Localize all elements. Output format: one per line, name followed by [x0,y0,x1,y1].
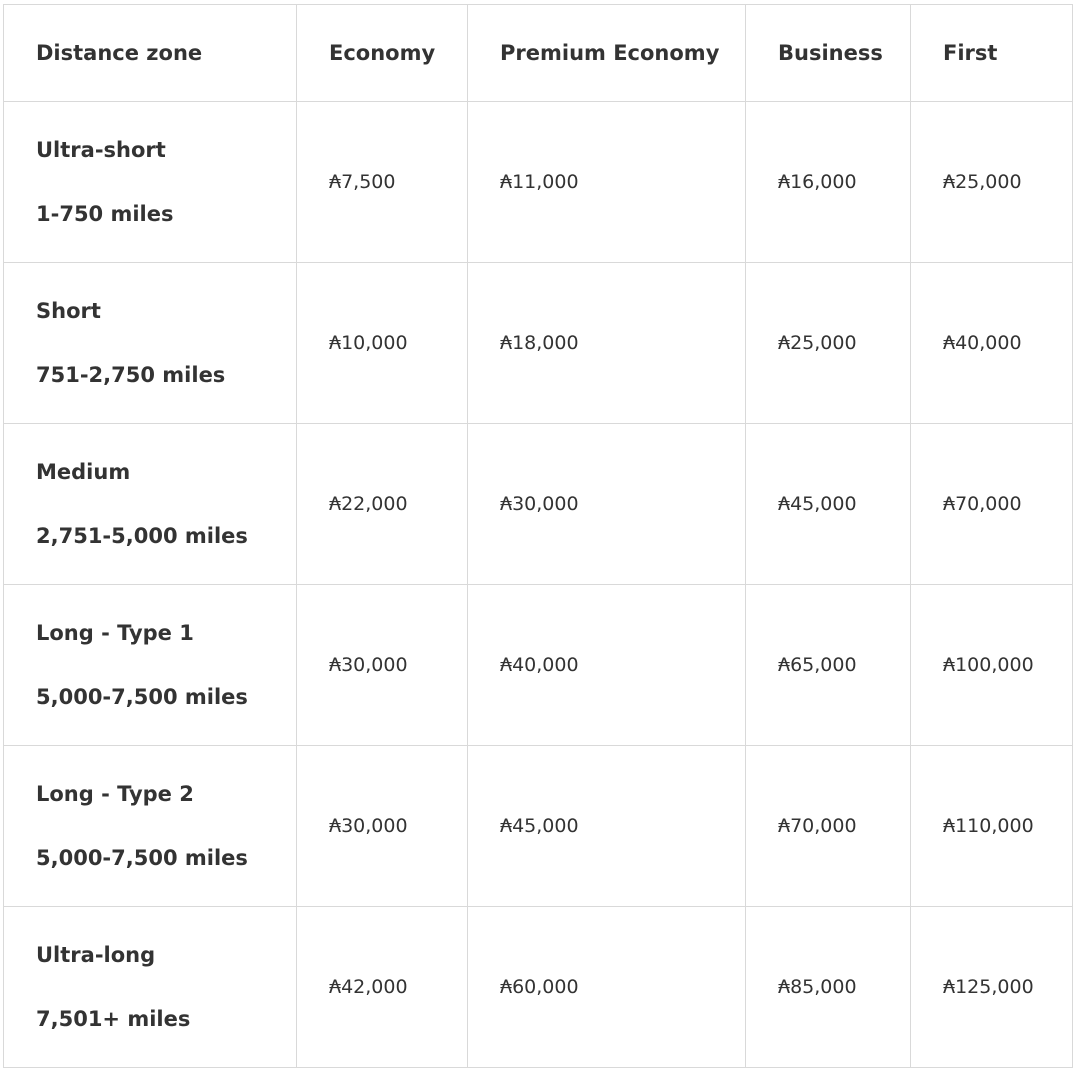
header-row [4,5,1073,102]
business-price: ₳16,000 [746,102,911,263]
first-price: ₳25,000 [911,102,1073,263]
first-price: ₳110,000 [911,746,1073,907]
zone-range: 751-2,750 miles [36,363,226,387]
first-price: ₳125,000 [911,907,1073,1068]
business-price: ₳70,000 [746,746,911,907]
table-row [4,585,1073,746]
zone-cell [4,102,297,263]
header-distance-zone: Distance zone [4,5,297,102]
table-row [4,746,1073,907]
business-price: ₳65,000 [746,585,911,746]
economy-price: ₳30,000 [297,585,468,746]
zone-range: 7,501+ miles [36,1007,191,1031]
table-body [4,102,1073,1068]
header-economy: Economy [297,5,468,102]
header-first: First [911,5,1073,102]
table-row [4,263,1073,424]
business-price: ₳45,000 [746,424,911,585]
zone-cell [4,746,297,907]
business-price: ₳25,000 [746,263,911,424]
zone-name: Short [36,299,101,323]
header-premium-economy: Premium Economy [468,5,746,102]
economy-price: ₳30,000 [297,746,468,907]
zone-range: 5,000-7,500 miles [36,685,248,709]
premium-economy-price: ₳40,000 [468,585,746,746]
economy-price: ₳42,000 [297,907,468,1068]
economy-price: ₳7,500 [297,102,468,263]
zone-cell [4,585,297,746]
table-row [4,907,1073,1068]
zone-cell [4,263,297,424]
premium-economy-price: ₳30,000 [468,424,746,585]
zone-range: 5,000-7,500 miles [36,846,248,870]
first-price: ₳40,000 [911,263,1073,424]
economy-price: ₳22,000 [297,424,468,585]
business-price: ₳85,000 [746,907,911,1068]
first-price: ₳70,000 [911,424,1073,585]
header-business: Business [746,5,911,102]
premium-economy-price: ₳18,000 [468,263,746,424]
zone-name: Medium [36,460,131,484]
zone-cell [4,907,297,1068]
first-price: ₳100,000 [911,585,1073,746]
table-header [4,5,1073,102]
zone-name: Ultra-long [36,943,156,967]
premium-economy-price: ₳60,000 [468,907,746,1068]
table-row [4,102,1073,263]
economy-price: ₳10,000 [297,263,468,424]
premium-economy-price: ₳45,000 [468,746,746,907]
zone-name: Long - Type 2 [36,782,194,806]
zone-range: 2,751-5,000 miles [36,524,248,548]
zone-cell [4,424,297,585]
zone-name: Long - Type 1 [36,621,194,645]
table-row [4,424,1073,585]
premium-economy-price: ₳11,000 [468,102,746,263]
zone-name: Ultra-short [36,138,166,162]
award-chart-table [3,4,1073,1068]
zone-range: 1-750 miles [36,202,174,226]
